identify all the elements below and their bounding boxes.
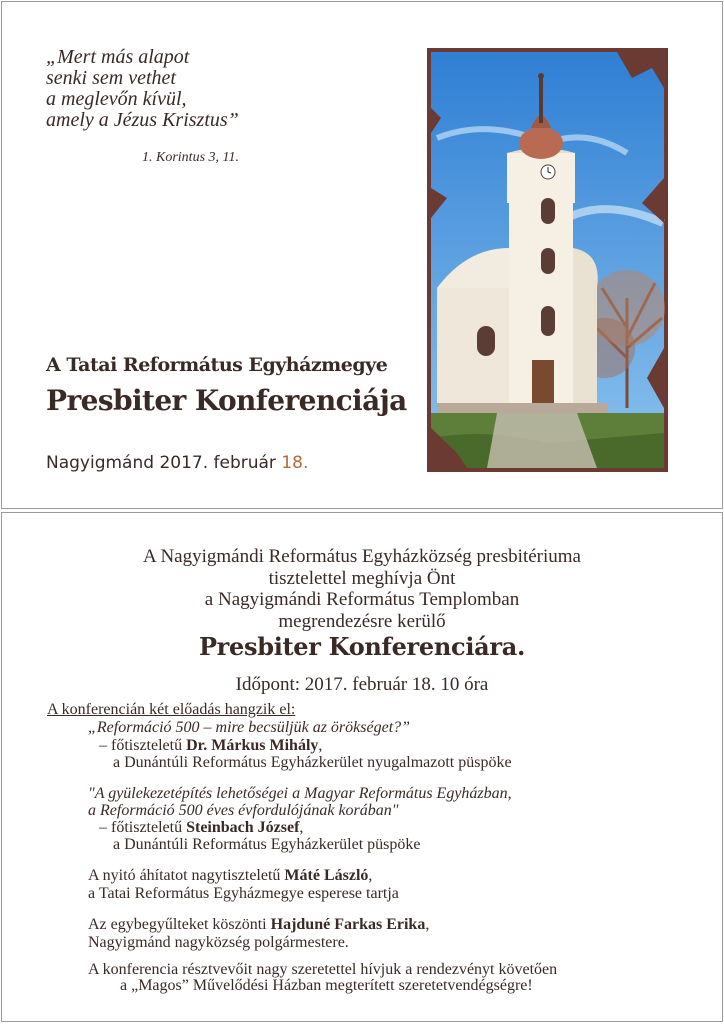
closing-line: A konferencia résztvevőit nagy szeretettel hívjuk a rendezvényt követően [88,961,558,978]
devotion-line [88,867,372,885]
conference-title: Presbiter Konferenciája [46,384,407,417]
talk2-title-line: "A gyülekezetépítés lehetőségei a Magyar Református Egyházban, [88,785,512,802]
speaker-prefix: – főtiszteletű [99,819,187,836]
speaker-name: Steinbach József [186,819,300,836]
invitation-line: megrendezésre kerülő [278,611,446,632]
invitation-line: tisztelettel meghívja Önt [268,568,456,589]
event-time: Időpont: 2017. február 18. 10 óra [235,674,489,695]
speaker-name: Dr. Márkus Mihály [186,737,319,754]
closing-line: a „Magos” Művelődési Házban megterített szeretetvendégségre! [120,977,533,994]
speaker-suffix: , [299,819,304,836]
quote-line: senki sem vethet [46,67,176,89]
bible-quote [46,47,239,131]
greeting-suffix: , [425,916,430,933]
greeting-role: Nagyigmánd nagyközség polgármestere. [88,934,349,951]
invitation-title: Presbiter Konferenciára. [198,632,526,661]
church-photo [427,48,668,472]
place-date-text: Nagyigmánd 2017. február [46,453,282,473]
diocese-name: A Tatai Református Egyházmegye [46,354,388,376]
devotion-name: Máté László [284,867,369,884]
talk2-role: a Dunántúli Református Egyházkerület püspöke [113,836,421,853]
devotion-role: a Tatai Református Egyházmegye esperese tartja [88,885,399,902]
speaker-prefix: – főtiszteletű [99,737,187,754]
quote-line: „Mert más alapot [46,46,190,68]
talk1-role: a Dunántúli Református Egyházkerület nyugalmazott püspöke [113,754,512,771]
event-day: 18. [281,453,309,473]
devotion-prefix: A nyitó áhítatot nagytiszteletű [88,867,285,884]
greeting-name: Hajduné Farkas Erika [270,916,426,933]
greeting-prefix: Az egybegyűlteket köszönti [88,916,271,933]
quote-line: amely a Jézus Krisztus” [46,109,239,131]
talk2-title-line: a Reformáció 500 éves évfordulójának korában" [88,802,399,819]
greeting-line [88,916,429,934]
place-date [46,453,308,473]
devotion-suffix: , [368,867,373,884]
quote-reference: 1. Korintus 3, 11. [142,150,239,165]
program-lead: A konferencián két előadás hangzik el: [47,701,296,718]
talk1-speaker [99,737,322,755]
talk1-title: „Reformáció 500 – mire becsüljük az örökséget?” [88,719,411,736]
invitation-line: a Nagyigmándi Református Templomban [204,589,520,610]
talk2-speaker [99,819,303,837]
invitation-line: A Nagyigmándi Református Egyházközség presbitériuma [143,546,581,567]
quote-line: a meglevőn kívül, [46,88,187,110]
speaker-suffix: , [318,737,323,754]
